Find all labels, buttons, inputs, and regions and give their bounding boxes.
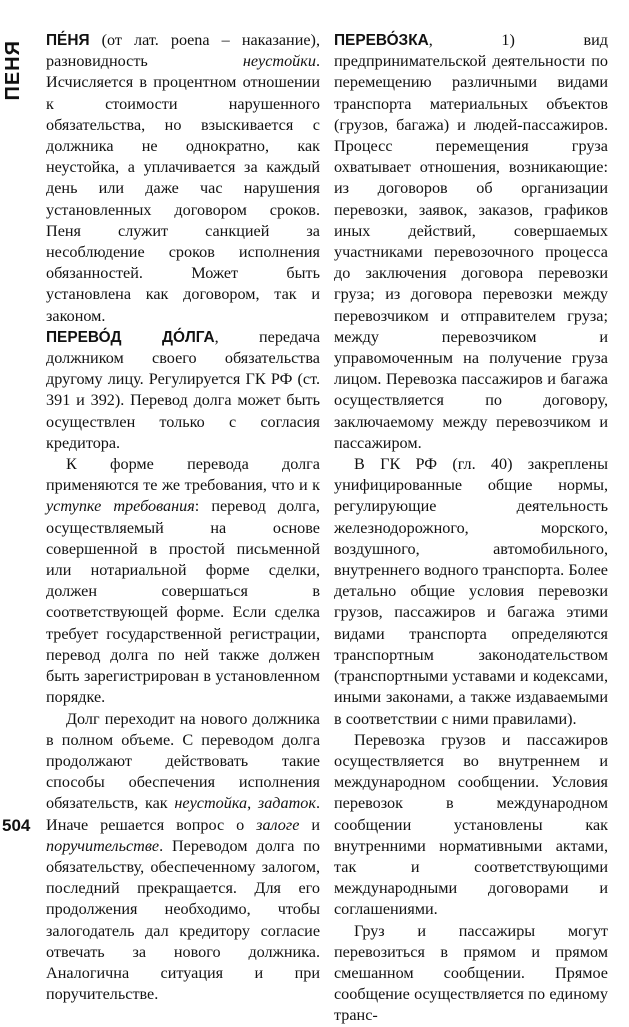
entry-perevod-dolga xyxy=(46,327,320,454)
entry-text: К форме перевода долга применяются те же требования, что и к xyxy=(46,455,320,495)
headword-penya: ПЕ́НЯ xyxy=(46,32,90,49)
cross-reference: задаток xyxy=(257,794,316,813)
running-head: ПЕНЯ xyxy=(2,40,24,101)
headword-perevod-dolga: ПЕРЕВО́Д ДО́ЛГА xyxy=(46,328,215,346)
entry-text: (от лат. poena – наказание), разновидность xyxy=(46,31,320,71)
headword-perevozka: ПЕРЕВО́ЗКА xyxy=(334,32,429,49)
entry-penya xyxy=(46,30,320,327)
paragraph: Груз и пассажиры могут перевозиться в прямом и прямом смешанном сообщении. Прямое сообщение осуществляется по единому транс- xyxy=(334,921,608,1025)
entry-text: . Переводом долга по обязательству, обеспеченному залогом, последний прекращается. Для его продолжения необходимо, чтобы залогодатель дал кредитору согласие отвечать за нового должника. Аналогична ситуация и при поручительстве. xyxy=(46,836,320,1004)
paragraph: Перевозка грузов и пассажиров осуществляется во внутреннем и международном сообщении. Условия перевозок в международном сообщении установлены как внутренними нормативными актами, так и соответствующими международными договорами и соглашениями. xyxy=(334,730,608,919)
entry-text: . Исчисляется в процентном отношении к стоимости нарушенного обязательства, но взыскивается с должника не однократно, как неустойка, а уплачивается за каждый день или даже час нарушения установленных договором сроков. Пеня служит санкцией за несоблюдение сроков исполнения обязанностей. Может быть установлена как договором, так и законом. xyxy=(46,52,320,325)
entry-text: , передача должником своего обязательства другому лицу. Регулируется ГК РФ (ст. 391 и 392). Перевод долга может быть осуществлен только с согласия кредитора. xyxy=(46,327,321,452)
entry-text: : перевод долга, осуществляемый на основе совершенной в простой письменной или нотариальной форме сделки, должен совершаться в соответствующей форме. Если сделка требует государственной регистрации, перевод долга по ней также должен быть зарегистрирован в установленном порядке. xyxy=(46,497,320,707)
left-column xyxy=(46,30,320,1005)
cross-reference: залоге xyxy=(256,815,300,834)
paragraph xyxy=(46,454,320,708)
page-number: 504 xyxy=(2,816,31,835)
entry-text: и xyxy=(299,815,321,834)
entry-perevozka xyxy=(334,30,608,454)
entry-text: . Иначе решается вопрос о xyxy=(46,794,320,834)
entry-text: , xyxy=(247,794,258,813)
cross-reference: неустойка xyxy=(174,794,248,813)
paragraph xyxy=(46,709,320,1006)
entry-text: , 1) вид предпринимательской деятельности по перемещению различными видами транспорта материальных объектов (грузов, багажа) и людей-пассажиров. Процесс перемещения груза охватывает отношения, возникающие: из договоров об организации перевозки, заявок, заказов, графиков иных действий, совершаемых участниками перевозочного процесса до заключения договора перевозки груза; из договора перевозки между перевозчиком и отправителем груза; между перевозчиком и управомоченным на получение груза лицом. Перевозка пассажиров и багажа осуществляется по договору, заключаемому между перевозчиком и пассажиром. xyxy=(334,31,608,452)
cross-reference: уступке требования xyxy=(46,497,195,516)
cross-reference: неустойки xyxy=(242,52,316,71)
cross-reference: поручительстве xyxy=(46,836,160,855)
entry-text: Долг переходит на нового должника в полном объеме. С переводом долга продолжают действовать такие способы обеспечения исполнения обязательств, как xyxy=(46,709,320,813)
right-column xyxy=(334,30,608,1027)
paragraph: В ГК РФ (гл. 40) закреплены унифицированные общие нормы, регулирующие деятельность железнодорожного, морского, воздушного, автомобильного, внутреннего водного транспорта. Более детально общие условия перевозки грузов, пассажиров и багажа этими видами транспорта определяются транспортным законодательством (транспортными уставами и кодексами, иными законами, а также издаваемыми в соответствии с ними правилами). xyxy=(334,455,608,728)
